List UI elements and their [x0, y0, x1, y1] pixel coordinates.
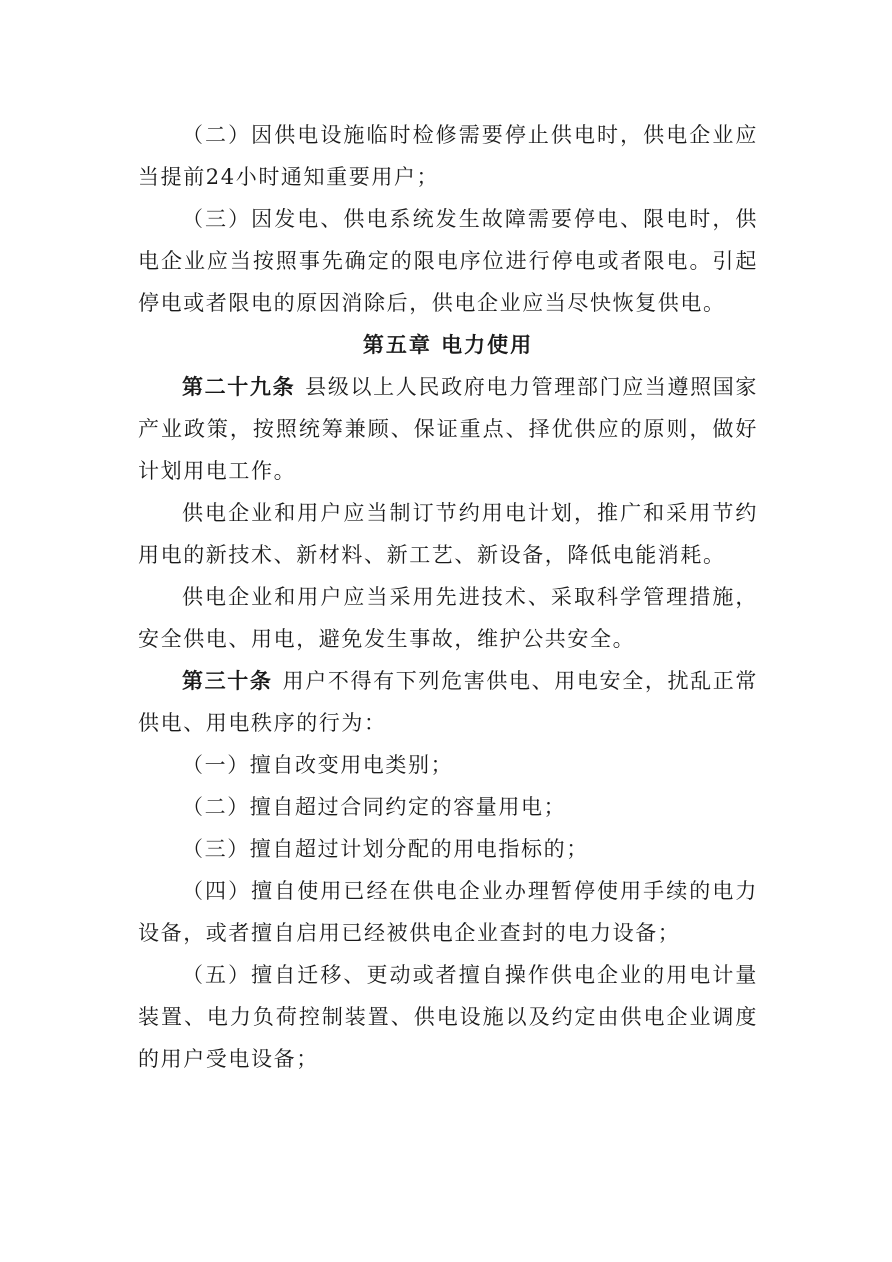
article-29-paragraph-3: 供电企业和用户应当采用先进技术、采取科学管理措施，安全供电、用电，避免发生事故，维护公共安全。 — [138, 585, 758, 651]
article-30-heading: 第三十条 — [182, 669, 273, 693]
article-30-item-2: （二）擅自超过合同约定的容量用电； — [182, 795, 567, 819]
article-30-item-1: （一）擅自改变用电类别； — [182, 753, 454, 777]
chapter-title: 第五章 电力使用 — [362, 333, 534, 357]
article-30-item-3: （三）擅自超过计划分配的用电指标的； — [182, 837, 589, 861]
clause-3-paragraph: （三）因发电、供电系统发生故障需要停电、限电时，供电企业应当按照事先确定的限电序位进行停电或者限电。引起停电或者限电的原因消除后，供电企业应当尽快恢复供电。 — [138, 207, 758, 315]
article-30-paragraph — [138, 660, 758, 744]
article-29-body: 县级以上人民政府电力管理部门应当遵照国家产业政策，按照统筹兼顾、保证重点、择优供应的原则，做好计划用电工作。 — [138, 375, 759, 483]
document-body — [138, 114, 758, 1080]
article-29-paragraph-2: 供电企业和用户应当制订节约用电计划，推广和采用节约用电的新技术、新材料、新工艺、新设备，降低电能消耗。 — [138, 501, 758, 567]
clause-2-paragraph: （二）因供电设施临时检修需要停止供电时，供电企业应当提前24小时通知重要用户； — [138, 123, 758, 189]
article-30-item-4: （四）擅自使用已经在供电企业办理暂停使用手续的电力设备，或者擅自启用已经被供电企业查封的电力设备； — [138, 879, 758, 945]
article-29-heading: 第二十九条 — [182, 375, 296, 399]
article-29-paragraph — [138, 366, 758, 492]
article-30-item-5: （五）擅自迁移、更动或者擅自操作供电企业的用电计量装置、电力负荷控制装置、供电设施以及约定由供电企业调度的用户受电设备； — [138, 963, 758, 1071]
article-30-body: 用户不得有下列危害供电、用电安全，扰乱正常供电、用电秩序的行为： — [138, 669, 758, 735]
